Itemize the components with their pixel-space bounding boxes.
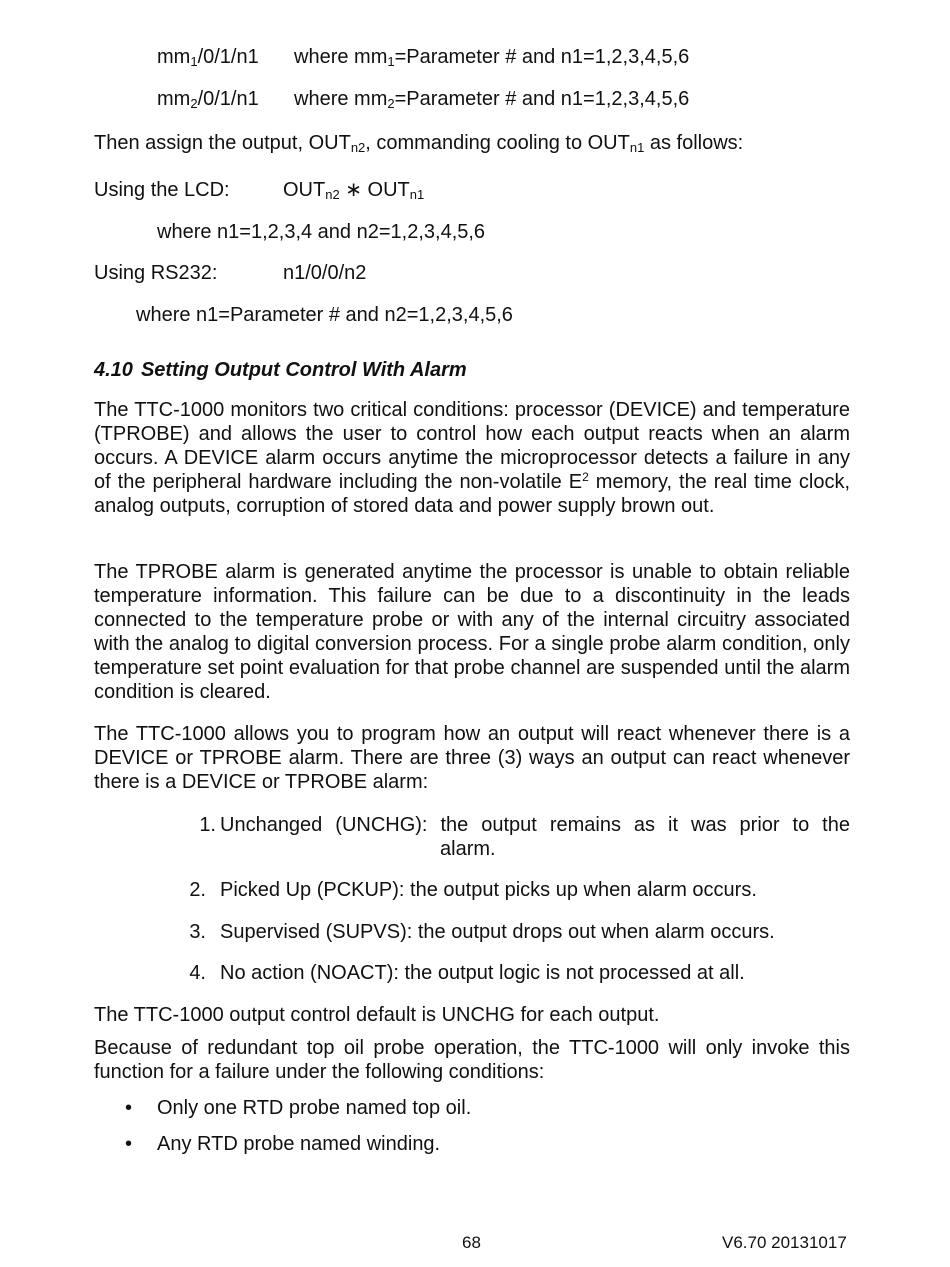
option-text-1-cont: alarm. [440, 838, 496, 860]
option-number-4: 4. [189, 962, 206, 984]
cmd-line-2: $mm_2/0/1/n1$ [157, 88, 259, 111]
option-text-4: No action (NOACT): the output logic is not processed at all. [220, 962, 745, 984]
rs232-label: Using RS232: [94, 262, 218, 284]
option-text-3: Supervised (SUPVS): the output drops out when alarm occurs. [220, 921, 775, 943]
version-stamp: V6.70 20131017 [722, 1233, 847, 1252]
cmd-line-2-where: where $mm_2=Parameter$ # and n1=1,2,3,4,5,6 [294, 88, 690, 111]
paragraph-redundant-probe: Because of redundant top oil probe operation, the TTC-1000 will only invoke this function for a failure under the following conditions: [94, 1037, 850, 1083]
section-heading [94, 358, 467, 382]
lcd-command: $OUT_{n2}$ ∗ $OUT_{n1}$ [283, 179, 425, 202]
bullet-icon: • [125, 1097, 133, 1119]
page-number: 68 [462, 1233, 481, 1252]
paragraph-device-alarm: The TTC-1000 monitors two critical conditions: processor (DEVICE) and temperature (TPROBE) and allows the user to control how each output reacts when an alarm occurs. A DEVICE alarm occurs anytime the microprocessor detects a failure in any of the peripheral hardware including the non-volatile $E^2$ memory, the real time clock, analog outputs, corruption of stored data and power supply brown out. [94, 399, 851, 517]
option-number-1: 1. [199, 814, 216, 836]
option-text-1: Unchanged (UNCHG): the output remains as it was prior to the [220, 814, 850, 836]
section-number: 4.10 [94, 359, 133, 381]
option-number-2: 2. [189, 879, 206, 901]
lcd-where: where n1=1,2,3,4 and n2=1,2,3,4,5,6 [157, 221, 486, 243]
cmd-line-1: $mm_1/0/1/n1$ [157, 46, 259, 69]
option-number-3: 3. [189, 921, 206, 943]
bullet-item-1: Only one RTD probe named top oil. [157, 1097, 472, 1119]
paragraph-default: The TTC-1000 output control default is UNCHG for each output. [94, 1004, 660, 1026]
lcd-label: Using the LCD: [94, 179, 230, 201]
option-text-2: Picked Up (PCKUP): the output picks up when alarm occurs. [220, 879, 757, 901]
cmd-line-1-where: where $mm_1=Parameter$ # and n1=1,2,3,4,5,6 [294, 46, 690, 69]
bullet-item-2: Any RTD probe named winding. [157, 1133, 441, 1155]
paragraph-output-react: The TTC-1000 allows you to program how an output will react whenever there is a DEVICE or TPROBE alarm. There are three (3) ways an output can react whenever there is a DEVICE or TPROBE alarm: [94, 723, 850, 793]
section-title: Setting Output Control With Alarm [140, 359, 467, 381]
paragraph-tprobe-alarm: The TPROBE alarm is generated anytime the processor is unable to obtain reliable temperature information. This failure can be due to a discontinuity in the leads connected to the temperature probe or with any of the internal circuitry associated with the analog to digital conversion process. For a single probe alarm condition, only temperature set point evaluation for that probe channel are suspended until the alarm condition is cleared. [94, 561, 850, 703]
rs232-command: n1/0/0/n2 [283, 262, 367, 284]
assign-output-line: Then assign the output, $OUT_{n2}$, commanding cooling to $OUT_{n1}$ as follows: [94, 132, 744, 155]
bullet-icon: • [125, 1133, 133, 1155]
rs232-where: where n1=Parameter # and n2=1,2,3,4,5,6 [136, 304, 513, 326]
